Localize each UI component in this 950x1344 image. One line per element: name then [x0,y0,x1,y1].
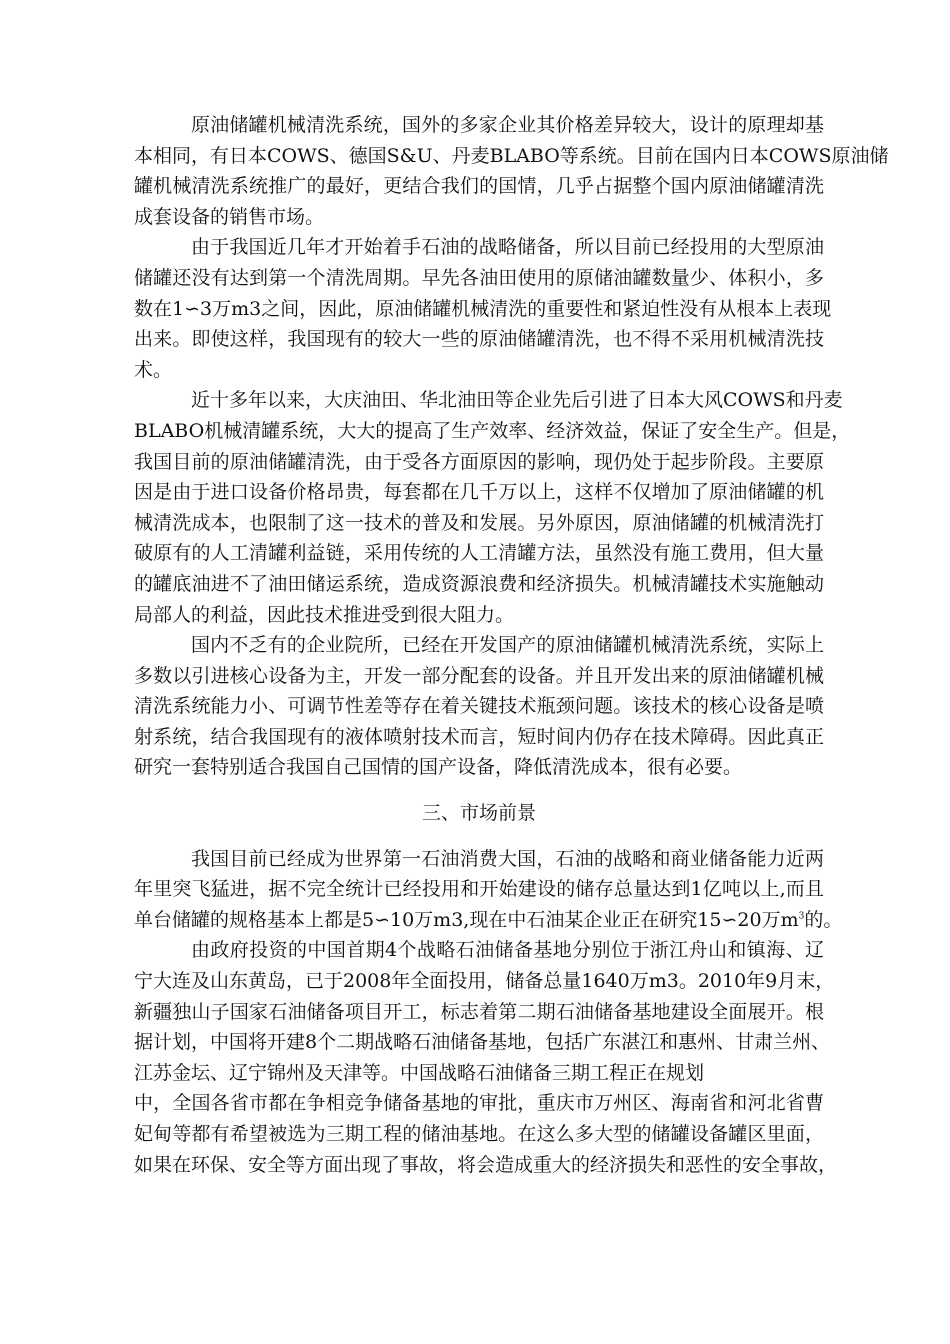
text-line: 妃甸等都有希望被选为三期工程的储油基地。在这么多大型的储罐设备罐区里面， [134,1123,824,1145]
text-line: 新疆独山子国家石油储备项目开工，标志着第二期石油储备基地建设全面展开。根 [134,1000,824,1023]
paragraph-1 [134,110,889,232]
text-line: 由政府投资的中国首期4个战略石油储备基地分别位于浙江舟山和镇海、辽 [191,939,824,962]
text-line: 如果在环保、安全等方面出现了事故，将会造成重大的经济损失和恶性的安全事故， [134,1153,838,1176]
text-line: 年里突飞猛进，据不完全统计已经投用和开始建设的储存总量达到1亿吨以上,而且 [134,878,824,901]
section-heading: 三、市场前景 [421,802,536,825]
text-line: 我国目前的原油储罐清洗，由于受各方面原因的影响，现仍处于起步阶段。主要原 [134,450,824,473]
paragraph-3 [134,385,851,630]
text-line: 清洗系统能力小、可调节性差等存在着关键技术瓶颈问题。该技术的核心设备是喷 [134,695,824,718]
text-line: 罐机械清洗系统推广的最好，更结合我们的国情，几乎占据整个国内原油储罐清洗 [134,175,824,198]
paragraph-2 [134,232,832,385]
text-line: 数在1∽3万m3之间，因此，原油储罐机械清洗的重要性和紧迫性没有从根本上表现 [134,297,832,320]
text-line: 据计划，中国将开建8个二期战略石油储备基地，包括广东湛江和惠州、甘肃兰州、 [134,1031,831,1054]
text-line: 江苏金坛、辽宁锦州及天津等。中国战略石油储备三期工程正在规划 [134,1061,705,1084]
text-span: 的。 [804,908,843,931]
text-line: 械清洗成本，也限制了这一技术的普及和发展。另外原因，原油储罐的机械清洗打 [134,511,824,534]
superscript: 3 [798,911,805,922]
text-line: 术。 [134,358,173,381]
text-line: 多数以引进核心设备为主，开发一部分配套的设备。并且开发出来的原油储罐机械 [134,664,824,687]
text-line: 中，全国各省市都在争相竞争储备基地的审批，重庆市万州区、海南省和河北省曹 [134,1092,824,1115]
paragraph-5 [134,844,843,936]
text-line: 本相同，有日本COWS、德国S&U、丹麦BLABO等系统。目前在国内日本COWS原油储 [134,144,889,167]
text-line: 研究一套特别适合我国自己国情的国产设备，降低清洗成本，很有必要。 [134,756,743,779]
text-line: 原油储罐机械清洗系统，国外的多家企业其价格差异较大，设计的原理却基 [191,114,824,136]
text-line: 我国目前已经成为世界第一石油消费大国，石油的战略和商业储备能力近两 [191,847,824,870]
text-line [134,905,843,936]
text-line: BLABO机械清罐系统，大大的提高了生产效率、经济效益，保证了安全生产。但是， [134,419,851,442]
text-line: 因是由于进口设备价格昂贵，每套都在几千万以上，这样不仅增加了原油储罐的机 [134,481,824,504]
text-line: 成套设备的销售市场。 [134,205,325,228]
text-span: 单台储罐的规格基本上都是5∽10万m3,现在中石油某企业正在研究15∽20万m [134,908,799,931]
text-line: 局部人的利益，因此技术推进受到很大阻力。 [134,603,515,626]
text-line: 国内不乏有的企业院所，已经在开发国产的原油储罐机械清洗系统，实际上 [191,634,824,657]
paragraph-6 [134,935,838,1180]
paragraph-4 [134,630,824,783]
text-line: 近十多年以来，大庆油田、华北油田等企业先后引进了日本大风COWS和丹麦 [191,389,843,412]
text-line: 由于我国近几年才开始着手石油的战略储备，所以目前已经投用的大型原油 [191,236,824,259]
text-line: 射系统，结合我国现有的液体喷射技术而言，短时间内仍存在技术障碍。因此真正 [134,725,824,748]
text-line: 宁大连及山东黄岛，已于2008年全面投用，储备总量1640万m3。2010年9月末， [134,970,835,993]
document-page [134,110,889,1180]
text-line: 储罐还没有达到第一个清洗周期。早先各油田使用的原储油罐数量少、体积小，多 [134,266,824,289]
text-line: 的罐底油进不了油田储运系统，造成资源浪费和经济损失。机械清罐技术实施触动 [134,572,824,595]
text-line: 破原有的人工清罐利益链，采用传统的人工清罐方法，虽然没有施工费用，但大量 [134,542,824,565]
text-line: 出来。即使这样，我国现有的较大一些的原油储罐清洗，也不得不采用机械清洗技 [134,328,824,351]
